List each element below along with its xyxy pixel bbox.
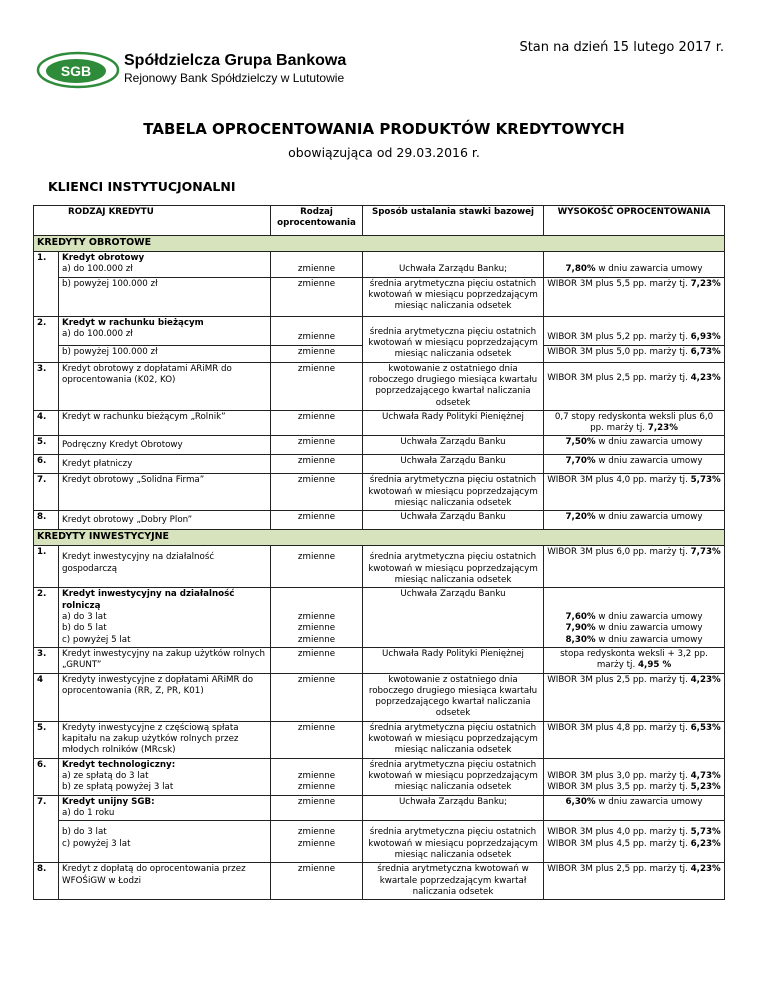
col-rate: WYSOKOŚĆ OPROCENTOWANIA xyxy=(544,206,725,236)
sgb-logo xyxy=(36,50,120,90)
table-row: 3. Kredyt inwestycyjny na zakup użytków rolnych „GRUNT” zmienne Uchwała Rady Polityki Pieniężnej stopa redyskonta weksli + 3,2 pp. marży tj. 4,95 % xyxy=(34,647,725,673)
table-row: 7. Kredyt unijny SGB: a) do 1 roku zmienne Uchwała Zarządu Banku; 6,30% w dniu zawarcia umowy xyxy=(34,795,725,821)
rates-table xyxy=(33,205,725,900)
section-heading: KLIENCI INSTYTUCJONALNI xyxy=(48,179,236,194)
group-header-inwestycyjne: KREDYTY INWESTYCYJNE xyxy=(34,530,725,546)
col-base-method: Sposób ustalania stawki bazowej xyxy=(363,206,544,236)
table-row: 1. Kredyt obrotowy a) do 100.000 zł zmienne Uchwała Zarządu Banku; 7,80% w dniu zawarcia umowy xyxy=(34,252,725,278)
document-subtitle: obowiązująca od 29.03.2016 r. xyxy=(288,145,480,160)
document-title: TABELA OPROCENTOWANIA PRODUKTÓW KREDYTOWYCH xyxy=(143,120,625,138)
group-header-obrotowe: KREDYTY OBROTOWE xyxy=(34,236,725,252)
bank-name: Spółdzielcza Grupa Bankowa xyxy=(124,52,347,69)
table-row: b) powyżej 100.000 zł zmienne średnia arytmetyczna pięciu ostatnich kwotowań w miesiącu poprzedzającym miesiąc naliczania odsetek WIBOR 3M plus 5,5 pp. marży tj. 7,23% xyxy=(34,277,725,316)
table-row: 5. Kredyty inwestycyjne z częściową spłata kapitału na zakup użytków rolnych przez młodych rolników (MRcsk) zmienne średnia arytmetyczna pięciu ostatnich kwotowań w miesiącu poprzedzającym miesiąc naliczania odsetek WIBOR 3M plus 4,8 pp. marży tj. 6,53% xyxy=(34,721,725,758)
table-row: 6. Kredyt technologiczny: a) ze spłatą do 3 lat b) ze spłatą powyżej 3 lat zmienne zmienne średnia arytmetyczna pięciu ostatnich kwotowań w miesiącu poprzedzającym miesiąc naliczania odsetek WIBOR 3M plus 3,0 pp. marży tj. 4,73% WIBOR 3M plus 3,5 pp. marży tj. 5,23% xyxy=(34,758,725,795)
table-row: 2. Kredyt w rachunku bieżącym a) do 100.000 zł zmienne średnia arytmetyczna pięciu ostatnich kwotowań w miesiącu poprzedzającym miesiąc naliczania odsetek WIBOR 3M plus 5,2 pp. marży tj. 6,93% xyxy=(34,316,725,345)
table-row: 8. Kredyt z dopłatą do oprocentowania przez WFOŚiGW w Łodzi zmienne średnia arytmetyczna kwotowań w kwartale poprzedzającym kwartał naliczania odsetek WIBOR 3M plus 2,5 pp. marży tj. 4,23% xyxy=(34,863,725,900)
table-row: b) powyżej 100.000 zł zmienne WIBOR 3M plus 5,0 pp. marży tj. 6,73% xyxy=(34,345,725,362)
table-row: 1. Kredyt inwestycyjny na działalność gospodarczą zmienne średnia arytmetyczna pięciu ostatnich kwotowań w miesiącu poprzedzającym miesiąc naliczania odsetek WIBOR 3M plus 6,0 pp. marży tj. 7,73% xyxy=(34,546,725,588)
table-row: b) do 3 lat c) powyżej 3 lat zmienne zmienne średnia arytmetyczna pięciu ostatnich kwotowań w miesiącu poprzedzającym miesiąc naliczania odsetek WIBOR 3M plus 4,0 pp. marży tj. 5,73% WIBOR 3M plus 4,5 pp. marży tj. 6,23% xyxy=(34,821,725,863)
table-row: 2. Kredyt inwestycyjny na działalność rolniczą a) do 3 lat b) do 5 lat c) powyżej 5 lat zmienne zmienne zmienne Uchwała Zarządu Banku 7,60% w dniu zawarcia umowy 7,90% w dniu zawarcia umowy 8,30% w dniu zawarcia umowy xyxy=(34,588,725,648)
table-row: 7. Kredyt obrotowy „Solidna Firma” zmienne średnia arytmetyczna pięciu ostatnich kwotowań w miesiącu poprzedzającym miesiąc naliczania odsetek WIBOR 3M plus 4,0 pp. marży tj. 5,73% xyxy=(34,474,725,511)
col-rate-type: Rodzaj oprocentowania xyxy=(271,206,363,236)
col-kind: RODZAJ KREDYTU xyxy=(34,206,271,236)
bank-branch: Rejonowy Bank Spółdzielczy w Lututowie xyxy=(124,71,345,85)
table-row: 6. Kredyt płatniczy zmienne Uchwała Zarządu Banku 7,70% w dniu zawarcia umowy xyxy=(34,455,725,474)
table-row: 5. Podręczny Kredyt Obrotowy zmienne Uchwała Zarządu Banku 7,50% w dniu zawarcia umowy xyxy=(34,436,725,455)
table-row: 3. Kredyt obrotowy z dopłatami ARiMR do oprocentowania (K02, KO) zmienne kwotowanie z ostatniego dnia roboczego drugiego miesiąca kwartału poprzedzającego kwartał naliczania odsetek WIBOR 3M plus 2,5 pp. marży tj. 4,23% xyxy=(34,362,725,410)
logo-text: SGB xyxy=(60,63,92,79)
date-note: Stan na dzień 15 lutego 2017 r. xyxy=(519,40,724,55)
table-row: 4. Kredyt w rachunku bieżącym „Rolnik” zmienne Uchwała Rady Polityki Pieniężnej 0,7 stopy redyskonta weksli plus 6,0 pp. marży tj. 7,23% xyxy=(34,410,725,436)
table-row: 8. Kredyt obrotowy „Dobry Plon” zmienne Uchwała Zarządu Banku 7,20% w dniu zawarcia umowy xyxy=(34,511,725,530)
table-row: 4 Kredyty inwestycyjne z dopłatami ARiMR do oprocentowania (RR, Z, PR, K01) zmienne kwotowanie z ostatniego dnia roboczego drugiego miesiąca kwartału poprzedzającego kwartał naliczania odsetek WIBOR 3M plus 2,5 pp. marży tj. 4,23% xyxy=(34,673,725,721)
table-header xyxy=(34,206,725,236)
